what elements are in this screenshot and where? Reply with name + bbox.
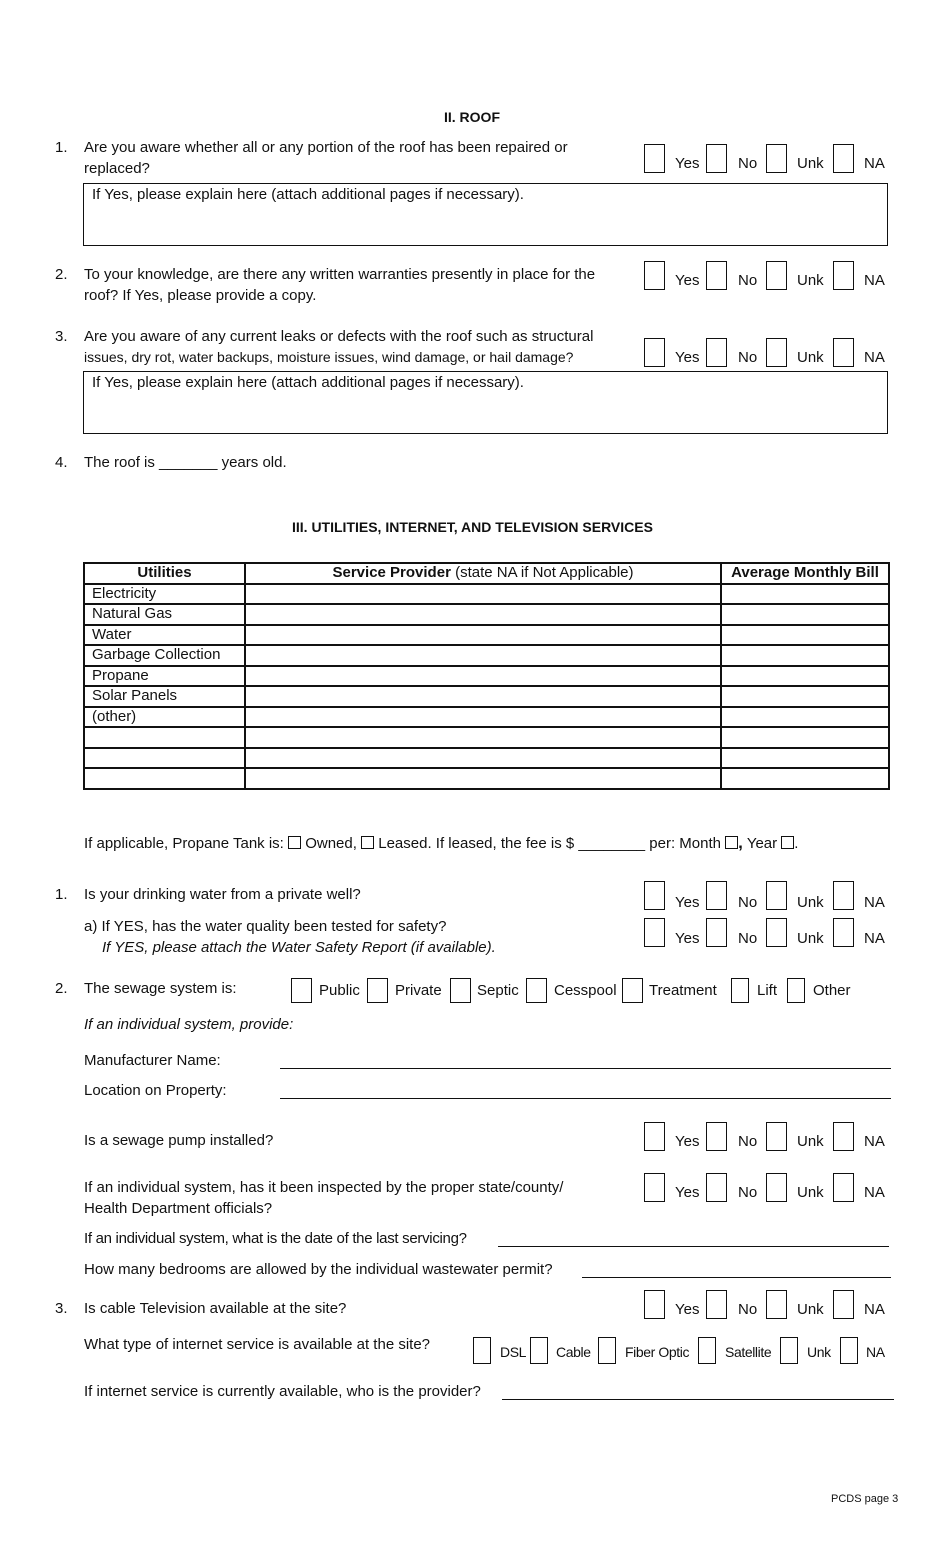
roof-q2-na-checkbox[interactable] <box>833 261 854 290</box>
pump-unk-checkbox[interactable] <box>766 1122 787 1151</box>
roof-q1-unk-checkbox[interactable] <box>766 144 787 173</box>
utility-row <box>84 768 889 789</box>
yes-label: Yes <box>675 272 700 289</box>
question-number: 1. <box>55 139 68 156</box>
internet-unk-label: Unk <box>807 1344 831 1360</box>
propane-comma: , <box>738 833 743 852</box>
internet-satellite-checkbox[interactable] <box>698 1337 716 1364</box>
unk-label: Unk <box>797 349 824 366</box>
propane-year-label: Year <box>746 835 778 852</box>
cable-unk-checkbox[interactable] <box>766 1290 787 1319</box>
unk-label: Unk <box>797 1133 824 1150</box>
well-unk-checkbox[interactable] <box>766 881 787 910</box>
internet-dsl-checkbox[interactable] <box>473 1337 491 1364</box>
monthly-bill-cell[interactable] <box>721 645 889 666</box>
internet-na-checkbox[interactable] <box>840 1337 858 1364</box>
na-label: NA <box>864 1301 885 1318</box>
service-provider-cell[interactable] <box>245 625 721 646</box>
utilities-header: Utilities <box>84 563 245 584</box>
utilities-table <box>83 562 890 790</box>
yes-label: Yes <box>675 1301 700 1318</box>
utility-row <box>84 748 889 769</box>
sewage-treatment-label: Treatment <box>649 982 717 999</box>
internet-fiber-label: Fiber Optic <box>625 1344 690 1360</box>
unk-label: Unk <box>797 272 824 289</box>
unk-label: Unk <box>797 894 824 911</box>
propane-leased-label: Leased. If leased, the fee is $ ________ per: Month <box>378 835 721 852</box>
sewage-question: The sewage system is: <box>84 980 237 997</box>
sewage-lift-checkbox[interactable] <box>731 978 749 1003</box>
monthly-bill-cell[interactable] <box>721 748 889 769</box>
question-number: 3. <box>55 1300 68 1317</box>
well-yes-checkbox[interactable] <box>644 881 665 910</box>
well-no-checkbox[interactable] <box>706 881 727 910</box>
cable-yes-checkbox[interactable] <box>644 1290 665 1319</box>
roof-q3-text: Are you aware of any current leaks or defects with the roof such as structural issues, dry rot, water backups, moisture issues, wind damage, or hail damage? <box>84 328 594 365</box>
utility-row <box>84 645 889 666</box>
internet-cable-label: Cable <box>556 1344 591 1360</box>
propane-owned-label: Owned, <box>305 835 357 852</box>
unk-label: Unk <box>797 155 824 172</box>
roof-q1-explain-box[interactable] <box>83 183 888 246</box>
roof-q2-yes-checkbox[interactable] <box>644 261 665 290</box>
roof-q3-na-checkbox[interactable] <box>833 338 854 367</box>
no-label: No <box>738 1133 758 1150</box>
service-provider-cell[interactable] <box>245 686 721 707</box>
water-tested-yes-checkbox[interactable] <box>644 918 665 947</box>
utility-name-cell: Garbage Collection <box>84 645 245 666</box>
yes-label: Yes <box>675 349 700 366</box>
monthly-bill-cell[interactable] <box>721 604 889 625</box>
internet-unk-checkbox[interactable] <box>780 1337 798 1364</box>
water-tested-no-checkbox[interactable] <box>706 918 727 947</box>
water-tested-na-checkbox[interactable] <box>833 918 854 947</box>
last-servicing-field[interactable] <box>498 1246 889 1247</box>
na-label: NA <box>864 930 885 947</box>
na-label: NA <box>864 894 885 911</box>
utility-row <box>84 584 889 605</box>
bedrooms-field[interactable] <box>582 1277 891 1278</box>
roof-q1-no-checkbox[interactable] <box>706 144 727 173</box>
propane-leased-checkbox[interactable] <box>361 836 374 849</box>
no-label: No <box>738 272 758 289</box>
cable-na-checkbox[interactable] <box>833 1290 854 1319</box>
monthly-bill-cell[interactable] <box>721 625 889 646</box>
sewage-public-label: Public <box>319 982 360 999</box>
utility-row <box>84 625 889 646</box>
location-label: Location on Property: <box>84 1082 227 1099</box>
utility-row <box>84 686 889 707</box>
sewage-private-label: Private <box>395 982 442 999</box>
propane-year-checkbox[interactable] <box>781 836 794 849</box>
inspected-no-checkbox[interactable] <box>706 1173 727 1202</box>
na-label: NA <box>864 349 885 366</box>
cable-no-checkbox[interactable] <box>706 1290 727 1319</box>
yes-label: Yes <box>675 155 700 172</box>
roof-q1-na-checkbox[interactable] <box>833 144 854 173</box>
internet-na-label: NA <box>866 1344 885 1360</box>
question-number: 1. <box>55 886 68 903</box>
no-label: No <box>738 349 758 366</box>
utility-row <box>84 604 889 625</box>
utility-row <box>84 727 889 748</box>
roof-q3-explain-box[interactable] <box>83 371 888 434</box>
sewage-cesspool-checkbox[interactable] <box>526 978 547 1003</box>
well-na-checkbox[interactable] <box>833 881 854 910</box>
sewage-public-checkbox[interactable] <box>291 978 312 1003</box>
monthly-bill-cell[interactable] <box>721 584 889 605</box>
internet-cable-checkbox[interactable] <box>530 1337 548 1364</box>
propane-period: . <box>794 835 799 852</box>
manufacturer-name-label: Manufacturer Name: <box>84 1052 221 1069</box>
na-label: NA <box>864 272 885 289</box>
service-provider-cell[interactable] <box>245 707 721 728</box>
unk-label: Unk <box>797 930 824 947</box>
inspection-question: If an individual system, has it been inspected by the proper state/county/ Health Department officials? <box>84 1179 564 1217</box>
no-label: No <box>738 930 758 947</box>
explain-prompt: If Yes, please explain here (attach additional pages if necessary). <box>92 374 524 391</box>
inspected-na-checkbox[interactable] <box>833 1173 854 1202</box>
service-provider-cell[interactable] <box>245 584 721 605</box>
utility-name-cell <box>84 748 245 769</box>
inspected-yes-checkbox[interactable] <box>644 1173 665 1202</box>
monthly-bill-cell[interactable] <box>721 666 889 687</box>
propane-owned-checkbox[interactable] <box>288 836 301 849</box>
sewage-septic-checkbox[interactable] <box>450 978 471 1003</box>
roof-section-title: II. ROOF <box>444 109 500 125</box>
utility-name-cell: Electricity <box>84 584 245 605</box>
utility-name-cell: Natural Gas <box>84 604 245 625</box>
pump-na-checkbox[interactable] <box>833 1122 854 1151</box>
individual-system-note: If an individual system, provide: <box>84 1016 294 1033</box>
internet-provider-field[interactable] <box>502 1399 894 1400</box>
propane-tank-line <box>84 833 798 853</box>
service-provider-cell[interactable] <box>245 604 721 625</box>
propane-month-checkbox[interactable] <box>725 836 738 849</box>
roof-q1-yes-checkbox[interactable] <box>644 144 665 173</box>
manufacturer-name-field[interactable] <box>280 1068 891 1069</box>
sewage-treatment-checkbox[interactable] <box>622 978 643 1003</box>
water-tested-unk-checkbox[interactable] <box>766 918 787 947</box>
utility-name-cell: Propane <box>84 666 245 687</box>
internet-dsl-label: DSL <box>500 1344 527 1360</box>
water-tested-question: a) If YES, has the water quality been tested for safety? If YES, please attach the Water Safety Report (if available). <box>84 918 496 956</box>
sewage-private-checkbox[interactable] <box>367 978 388 1003</box>
internet-provider-label: If internet service is currently available, who is the provider? <box>84 1383 481 1400</box>
roof-q3-no-checkbox[interactable] <box>706 338 727 367</box>
service-provider-cell[interactable] <box>245 666 721 687</box>
page-footer: PCDS page 3 <box>831 1493 899 1505</box>
no-label: No <box>738 1301 758 1318</box>
monthly-bill-cell[interactable] <box>721 768 889 789</box>
utility-name-cell: Water <box>84 625 245 646</box>
yes-label: Yes <box>675 1184 700 1201</box>
na-label: NA <box>864 155 885 172</box>
roof-q2-no-checkbox[interactable] <box>706 261 727 290</box>
monthly-bill-cell[interactable] <box>721 686 889 707</box>
no-label: No <box>738 894 758 911</box>
service-provider-cell[interactable] <box>245 768 721 789</box>
private-well-question: Is your drinking water from a private well? <box>84 886 361 903</box>
internet-satellite-label: Satellite <box>725 1344 772 1360</box>
utility-name-cell <box>84 727 245 748</box>
yes-label: Yes <box>675 930 700 947</box>
sewage-lift-label: Lift <box>757 982 778 999</box>
monthly-bill-cell[interactable] <box>721 727 889 748</box>
roof-q1-text: Are you aware whether all or any portion of the roof has been repaired or replaced? <box>84 139 568 177</box>
utility-name-cell: Solar Panels <box>84 686 245 707</box>
yes-label: Yes <box>675 894 700 911</box>
service-provider-cell[interactable] <box>245 645 721 666</box>
no-label: No <box>738 155 758 172</box>
question-number: 2. <box>55 266 68 283</box>
na-label: NA <box>864 1133 885 1150</box>
utility-name-cell <box>84 768 245 789</box>
roof-q3-yes-checkbox[interactable] <box>644 338 665 367</box>
sewage-other-checkbox[interactable] <box>787 978 805 1003</box>
propane-prefix: If applicable, Propane Tank is: <box>84 835 284 852</box>
roof-q3-unk-checkbox[interactable] <box>766 338 787 367</box>
service-provider-cell[interactable] <box>245 727 721 748</box>
location-field[interactable] <box>280 1098 891 1099</box>
pump-no-checkbox[interactable] <box>706 1122 727 1151</box>
cable-tv-question: Is cable Television available at the site? <box>84 1300 347 1317</box>
yes-label: Yes <box>675 1133 700 1150</box>
sewage-septic-label: Septic <box>477 982 519 999</box>
bedrooms-label: How many bedrooms are allowed by the individual wastewater permit? <box>84 1261 553 1278</box>
question-number: 2. <box>55 980 68 997</box>
last-servicing-label: If an individual system, what is the date of the last servicing? <box>84 1230 467 1247</box>
utility-row <box>84 666 889 687</box>
no-label: No <box>738 1184 758 1201</box>
pump-yes-checkbox[interactable] <box>644 1122 665 1151</box>
average-bill-header: Average Monthly Bill <box>721 563 889 584</box>
service-provider-header <box>245 563 721 584</box>
sewage-cesspool-label: Cesspool <box>554 982 617 999</box>
unk-label: Unk <box>797 1301 824 1318</box>
internet-type-question: What type of internet service is available at the site? <box>84 1336 431 1353</box>
utility-row <box>84 707 889 728</box>
service-provider-header-bold: Service Provider <box>332 564 451 582</box>
roof-age-text: The roof is _______ years old. <box>84 454 287 471</box>
inspected-unk-checkbox[interactable] <box>766 1173 787 1202</box>
service-provider-cell[interactable] <box>245 748 721 769</box>
service-provider-header-note: (state NA if Not Applicable) <box>450 564 634 582</box>
sewage-other-label: Other <box>813 982 851 999</box>
utilities-section-title: III. UTILITIES, INTERNET, AND TELEVISION SERVICES <box>292 519 653 535</box>
sewage-pump-question: Is a sewage pump installed? <box>84 1132 274 1149</box>
internet-fiber-checkbox[interactable] <box>598 1337 616 1364</box>
roof-q2-text: To your knowledge, are there any written warranties presently in place for the roof? If Yes, please provide a copy. <box>84 266 596 304</box>
question-number: 3. <box>55 328 68 345</box>
na-label: NA <box>864 1184 885 1201</box>
utility-name-cell: (other) <box>84 707 245 728</box>
explain-prompt: If Yes, please explain here (attach additional pages if necessary). <box>92 186 524 203</box>
unk-label: Unk <box>797 1184 824 1201</box>
roof-q2-unk-checkbox[interactable] <box>766 261 787 290</box>
question-number: 4. <box>55 454 68 471</box>
monthly-bill-cell[interactable] <box>721 707 889 728</box>
